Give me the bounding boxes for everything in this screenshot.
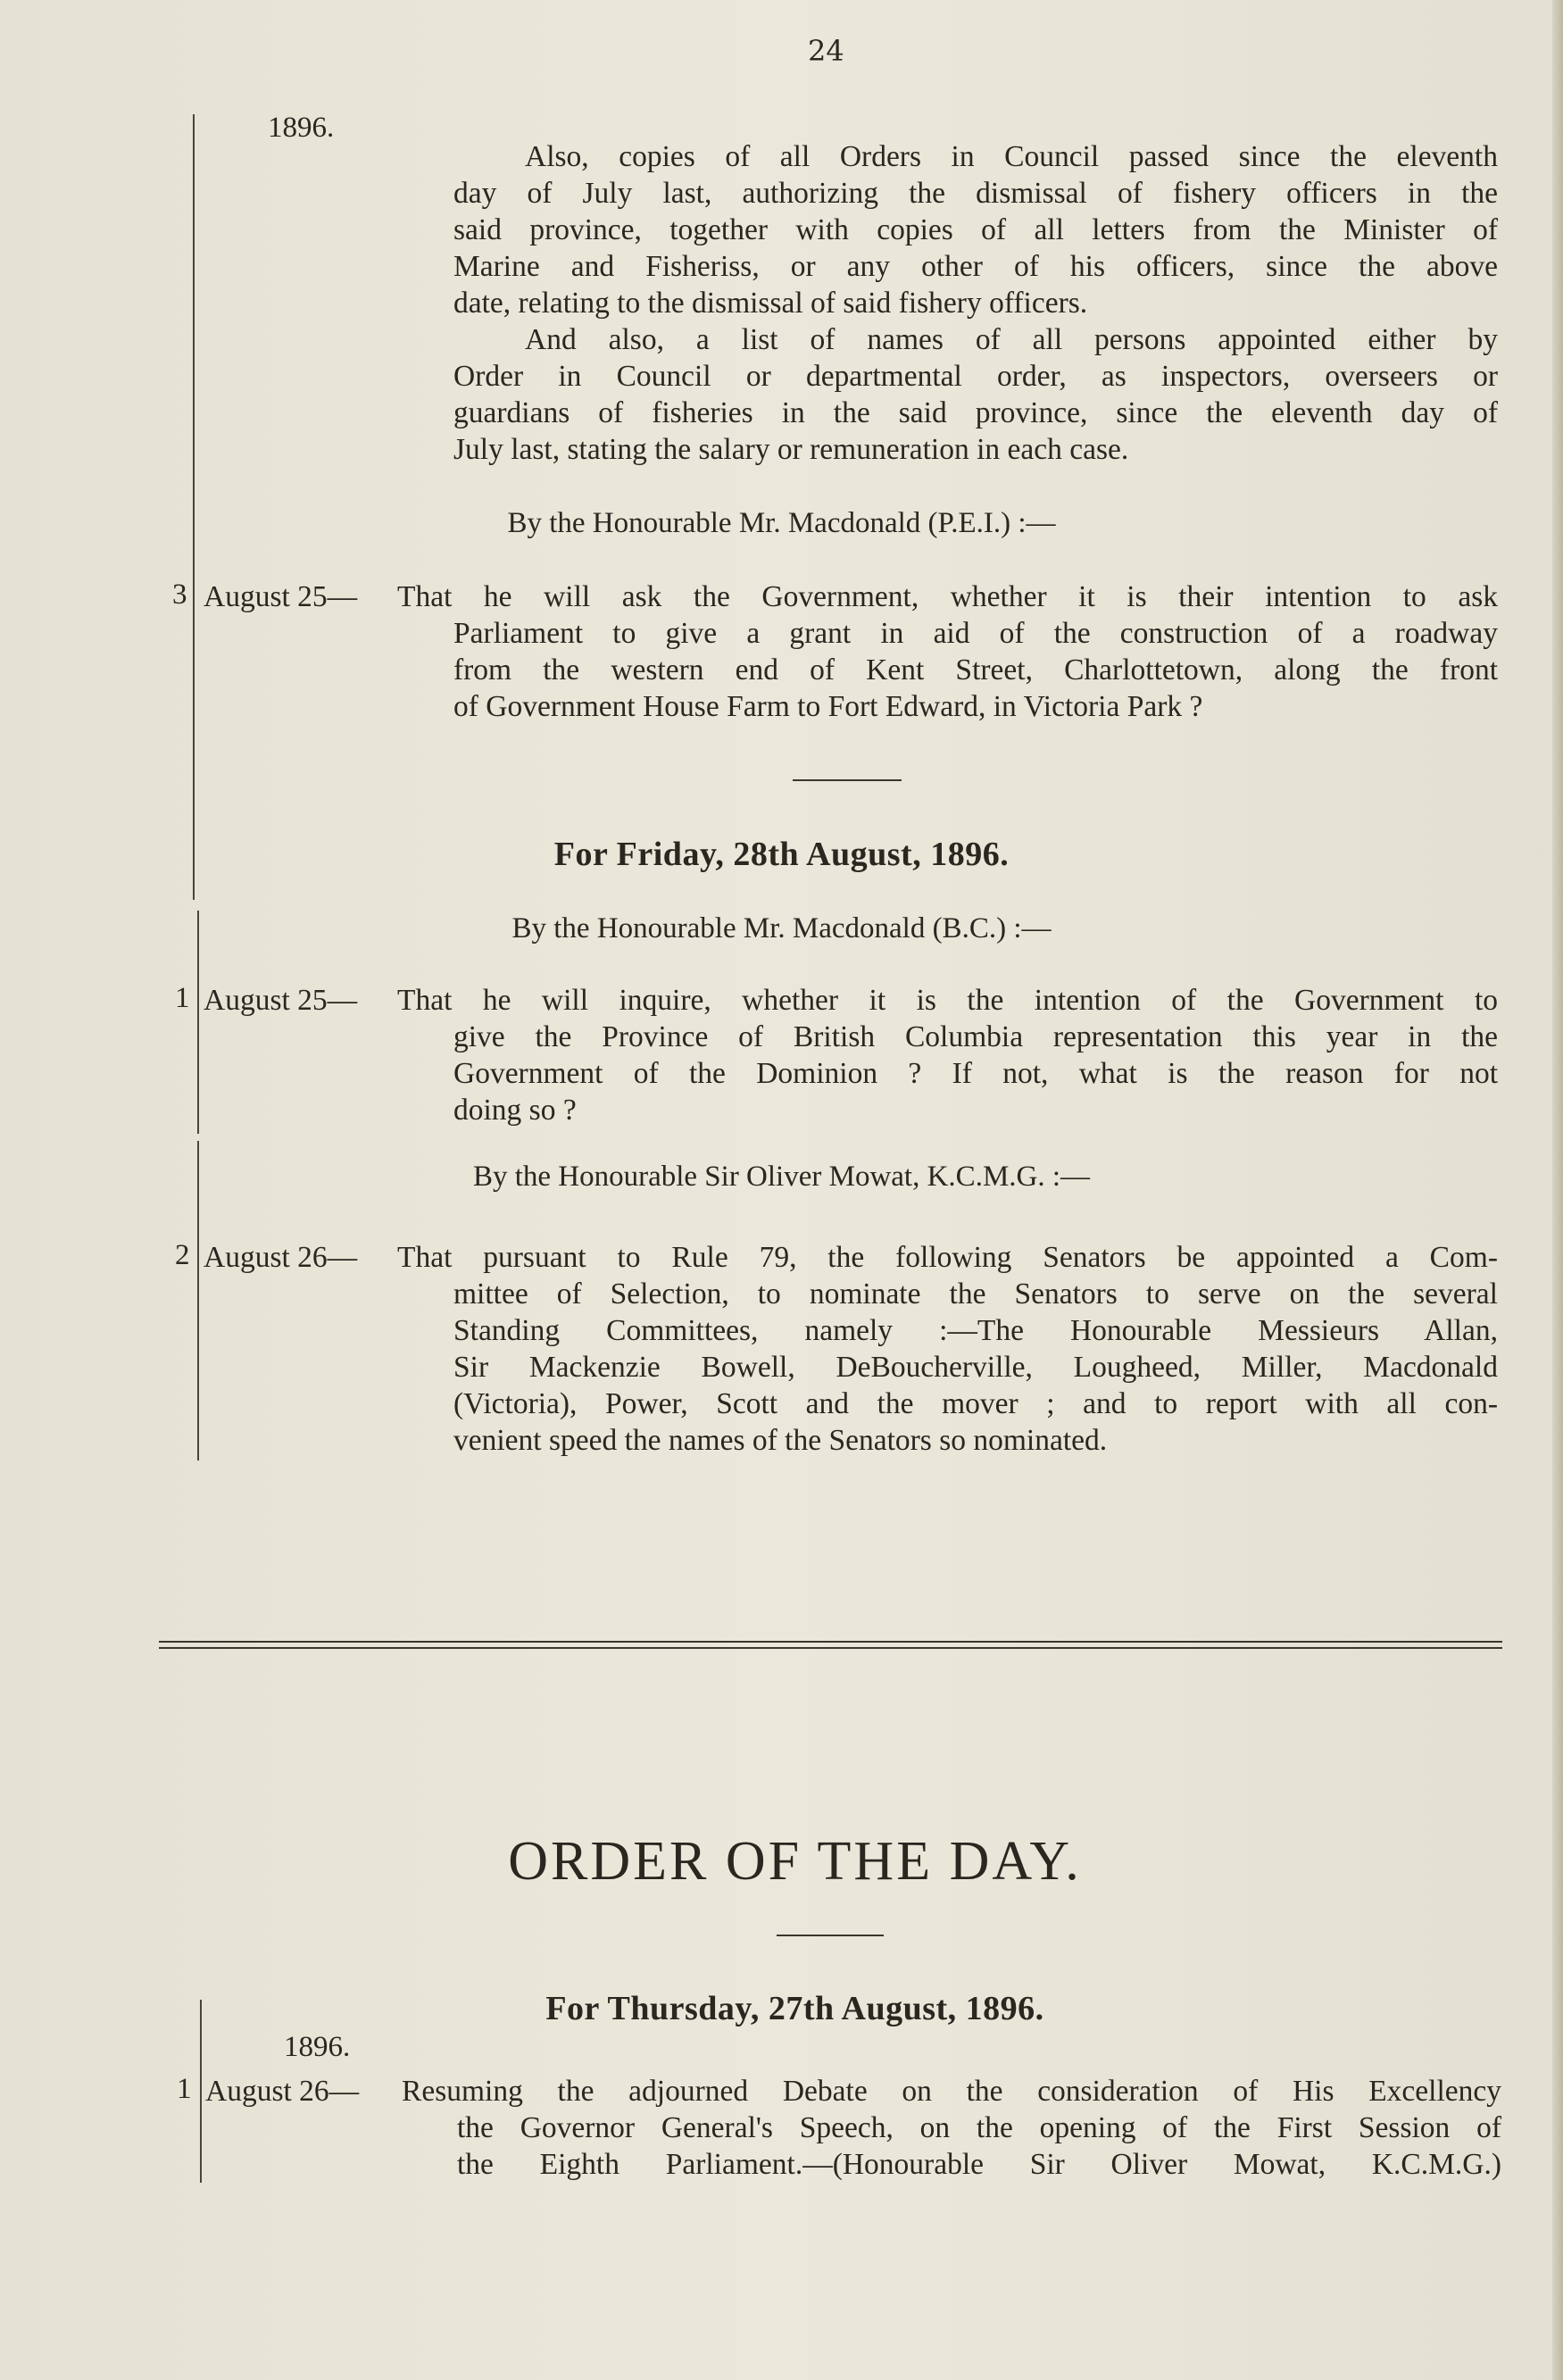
text-line: Also, copies of all Orders in Council passed since the eleventh bbox=[525, 140, 1498, 173]
text-line: doing so ? bbox=[453, 1094, 577, 1127]
text-line: Resuming the adjourned Debate on the consideration of His Excellency bbox=[402, 2075, 1501, 2108]
text-line: Parliament to give a grant in aid of the construction of a roadway bbox=[453, 617, 1498, 650]
text-line: Marine and Fisheriss, or any other of his officers, since the above bbox=[453, 250, 1498, 283]
heading-thursday: For Thursday, 27th August, 1896. bbox=[545, 1990, 1044, 2027]
text-line: said province, together with copies of all letters from the Minister of bbox=[453, 213, 1498, 246]
entry-adjourned-debate-continuation bbox=[457, 2110, 1501, 2183]
entry-roadway-question bbox=[397, 578, 1498, 615]
text-line: July last, stating the salary or remuneration in each case. bbox=[453, 433, 1129, 466]
text-line: of Government House Farm to Fort Edward, in Victoria Park ? bbox=[453, 690, 1203, 723]
entry-number: 2 bbox=[175, 1239, 190, 1271]
text-line: from the western end of Kent Street, Charlottetown, along the front bbox=[453, 653, 1498, 687]
entry-british-columbia-continuation bbox=[453, 1019, 1498, 1128]
short-rule bbox=[777, 1935, 884, 1936]
text-line: Sir Mackenzie Bowell, DeBoucherville, Lougheed, Miller, Macdonald bbox=[453, 1351, 1498, 1384]
text-line: guardians of fisheries in the said province, since the eleventh day of bbox=[453, 396, 1498, 429]
text-line: That he will inquire, whether it is the intention of the Government to bbox=[397, 984, 1498, 1017]
entry-committee-of-selection bbox=[397, 1239, 1498, 1276]
entry-committee-continuation bbox=[453, 1276, 1498, 1459]
text-line: date, relating to the dismissal of said fishery officers. bbox=[453, 287, 1088, 320]
text-line: And also, a list of names of all persons appointed either by bbox=[525, 323, 1498, 356]
byline-mowat: By the Honourable Sir Oliver Mowat, K.C.M.G. :— bbox=[472, 1161, 1091, 1193]
entry-date: August 25— bbox=[204, 984, 358, 1017]
byline-macdonald-pei: By the Honourable Mr. Macdonald (P.E.I.) :— bbox=[507, 507, 1056, 539]
text-line: Order in Council or departmental order, as inspectors, overseers or bbox=[453, 360, 1498, 393]
year-label: 1896. bbox=[268, 112, 335, 144]
text-line: Government of the Dominion ? If not, what is the reason for not bbox=[453, 1057, 1498, 1090]
entry-adjourned-debate bbox=[402, 2073, 1501, 2110]
short-rule bbox=[793, 779, 902, 781]
order-of-the-day-title: ORDER OF THE DAY. bbox=[508, 1831, 1082, 1892]
double-rule bbox=[159, 1641, 1502, 1649]
text-line: the Governor General's Speech, on the opening of the First Session of bbox=[457, 2111, 1501, 2144]
entry-date: August 25— bbox=[204, 580, 358, 613]
entry-roadway-continuation bbox=[453, 615, 1498, 725]
text-line: give the Province of British Columbia representation this year in the bbox=[453, 1020, 1498, 1053]
heading-friday: For Friday, 28th August, 1896. bbox=[553, 836, 1010, 873]
entry-date: August 26— bbox=[204, 1241, 358, 1274]
byline-macdonald-bc: By the Honourable Mr. Macdonald (B.C.) :— bbox=[511, 912, 1052, 945]
year-label: 1896. bbox=[284, 2031, 351, 2063]
paragraph-list-of-names bbox=[453, 321, 1498, 468]
paragraph-orders-in-council bbox=[453, 138, 1498, 321]
entry-british-columbia bbox=[397, 982, 1498, 1019]
entry-number: 1 bbox=[177, 2073, 192, 2105]
text-line: (Victoria), Power, Scott and the mover ; and to report with all con- bbox=[453, 1387, 1498, 1420]
entry-number: 1 bbox=[175, 982, 190, 1014]
text-line: That he will ask the Government, whether it is their intention to ask bbox=[397, 580, 1498, 613]
text-line: mittee of Selection, to nominate the Senators to serve on the several bbox=[453, 1277, 1498, 1311]
entry-number: 3 bbox=[172, 578, 187, 611]
entry-date: August 26— bbox=[205, 2075, 360, 2108]
text-line: That pursuant to Rule 79, the following Senators be appointed a Com- bbox=[397, 1241, 1498, 1274]
text-line: the Eighth Parliament.—(Honourable Sir Oliver Mowat, K.C.M.G.) bbox=[457, 2148, 1501, 2181]
text-line: day of July last, authorizing the dismissal of fishery officers in the bbox=[453, 177, 1498, 210]
page-number: 24 bbox=[808, 34, 844, 68]
text-line: venient speed the names of the Senators so nominated. bbox=[453, 1424, 1108, 1457]
text-line: Standing Committees, namely :—The Honourable Messieurs Allan, bbox=[453, 1314, 1498, 1347]
